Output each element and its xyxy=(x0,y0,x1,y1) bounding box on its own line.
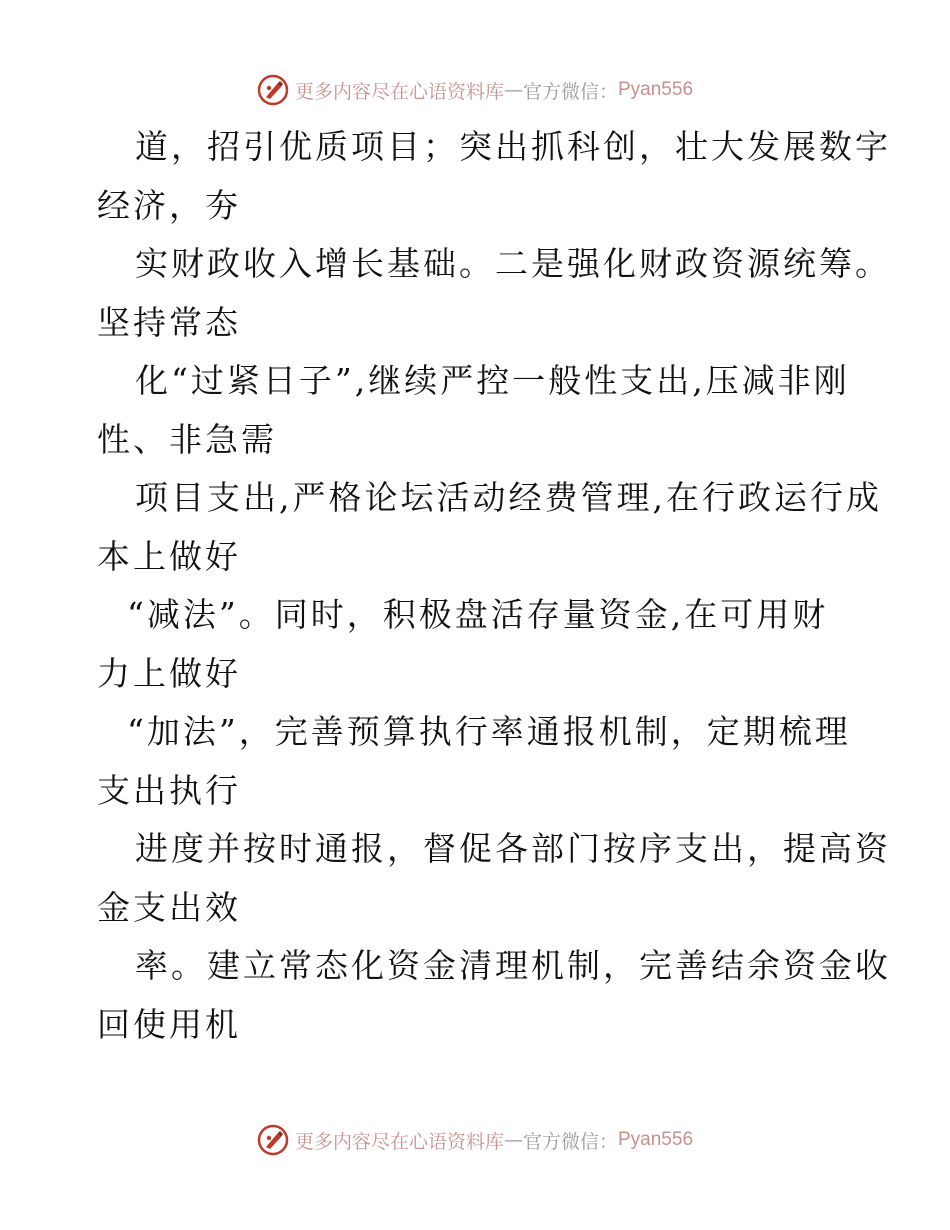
text-line: 实财政收入增长基础。二是强化财政资源统筹。 xyxy=(135,244,891,283)
text-line: 本上做好 xyxy=(97,536,241,576)
text-line: 进度并按时通报，督促各部门按序支出，提高资 xyxy=(135,829,891,868)
pen-logo-icon xyxy=(257,1124,289,1156)
pen-logo-icon xyxy=(257,74,289,106)
text-line: 化“过紧日子”,继续严控一般性支出,压减非刚 xyxy=(135,361,850,400)
text-line: 力上做好 xyxy=(97,653,241,693)
text-line: 支出执行 xyxy=(97,770,241,810)
text-line: “减法”。同时，积极盘活存量资金,在可用财 xyxy=(127,595,829,634)
banner-wechat-label: 官方微信： xyxy=(522,80,618,103)
text-line: 坚持常态 xyxy=(97,302,241,342)
body-text xyxy=(97,118,891,1054)
banner-dash: — xyxy=(503,1129,523,1151)
text-line: 经济，夯 xyxy=(97,185,241,225)
text-line: 道，招引优质项目；突出抓科创，壮大发展数字 xyxy=(135,127,891,166)
text-line: 项目支出,严格论坛活动经费管理,在行政运行成 xyxy=(135,478,882,517)
banner-text: 更多内容尽在心语资料库 xyxy=(294,1130,504,1153)
text-line: 性、非急需 xyxy=(97,419,277,459)
text-line: “加法”，完善预算执行率通报机制，定期梳理 xyxy=(127,712,851,751)
banner-dash: — xyxy=(503,79,523,101)
banner-wechat-id: Pyan556 xyxy=(618,1129,694,1150)
banner-text: 更多内容尽在心语资料库 xyxy=(294,80,504,103)
header-banner xyxy=(0,70,950,110)
text-line: 金支出效 xyxy=(97,887,241,927)
banner-wechat-label: 官方微信： xyxy=(522,1130,618,1153)
footer-banner xyxy=(0,1120,950,1160)
text-line: 率。建立常态化资金清理机制，完善结余资金收 xyxy=(135,946,891,985)
banner-wechat-id: Pyan556 xyxy=(618,79,694,100)
text-line: 回使用机 xyxy=(97,1004,241,1044)
